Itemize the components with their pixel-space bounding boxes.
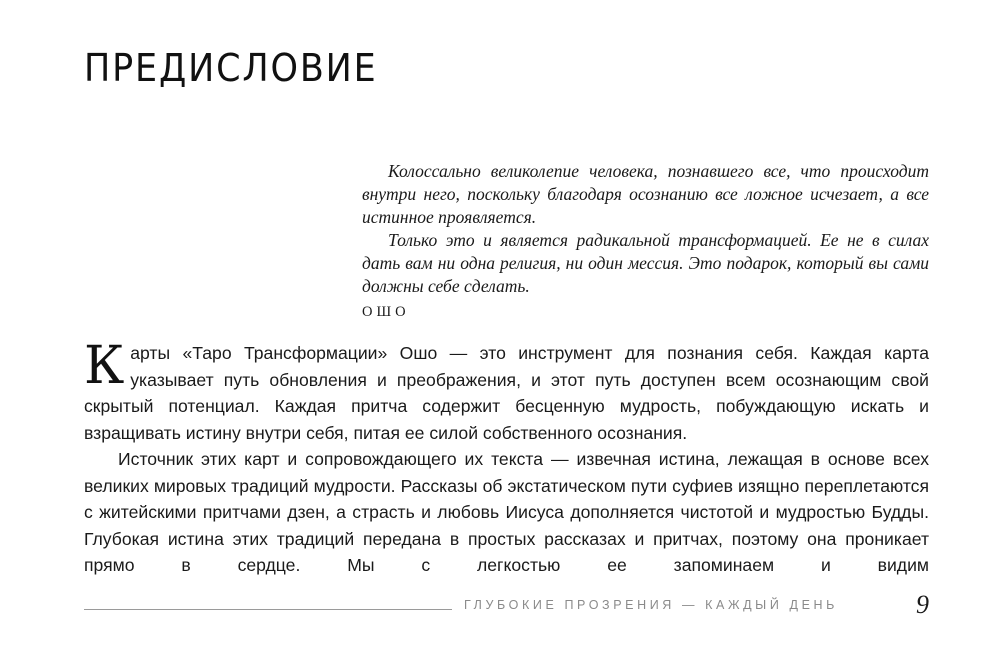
body-paragraph-1 <box>84 336 929 446</box>
epigraph-paragraph-2: Только это и является радикальной трансформацией. Ее не в силах дать вам ни одна религия, ни один мессия. Это подарок, который вы сами должны себе сделать. <box>362 230 929 296</box>
epigraph-author: ОШО <box>362 304 410 320</box>
page-title: ПРЕДИСЛОВИЕ <box>84 46 378 90</box>
page-footer <box>84 592 929 622</box>
body-paragraph-1-text: арты «Таро Трансформации» Ошо — это инструмент для познания себя. Каждая карта указывает путь обновления и преображения, и этот путь доступен всем осознающим свой скрытый потенциал. Каждая притча содержит бесценную мудрость, побуждающую искать и взращивать истину внутри себя, питая ее силой собственного осознания. <box>84 343 929 443</box>
body-text <box>84 336 929 579</box>
drop-cap: К <box>84 336 125 396</box>
page-number: 9 <box>916 590 929 619</box>
running-title: ГЛУБОКИЕ ПРОЗРЕНИЯ — КАЖДЫЙ ДЕНЬ <box>464 598 838 612</box>
body-paragraph-2: Источник этих карт и сопровождающего их текста — извечная истина, лежащая в основе всех великих мировых традиций мудрости. Рассказы об экстатическом пути суфиев изящно переплетаются с житейскими притчами дзен, а страсть и любовь Иисуса дополняется чистотой и мудростью Будды. Глубокая истина этих традиций передана в простых рассказах и притчах, поэтому она проникает прямо в сердце. Мы с легкостью ее запоминаем и видим <box>84 449 929 575</box>
epigraph <box>362 160 929 324</box>
footer-rule <box>84 609 452 610</box>
epigraph-paragraph-1: Колоссально великолепие человека, познавшего все, что происходит внутри него, поскольку благодаря осознанию все ложное исчезает, а все истинное проявляется. <box>362 161 929 227</box>
